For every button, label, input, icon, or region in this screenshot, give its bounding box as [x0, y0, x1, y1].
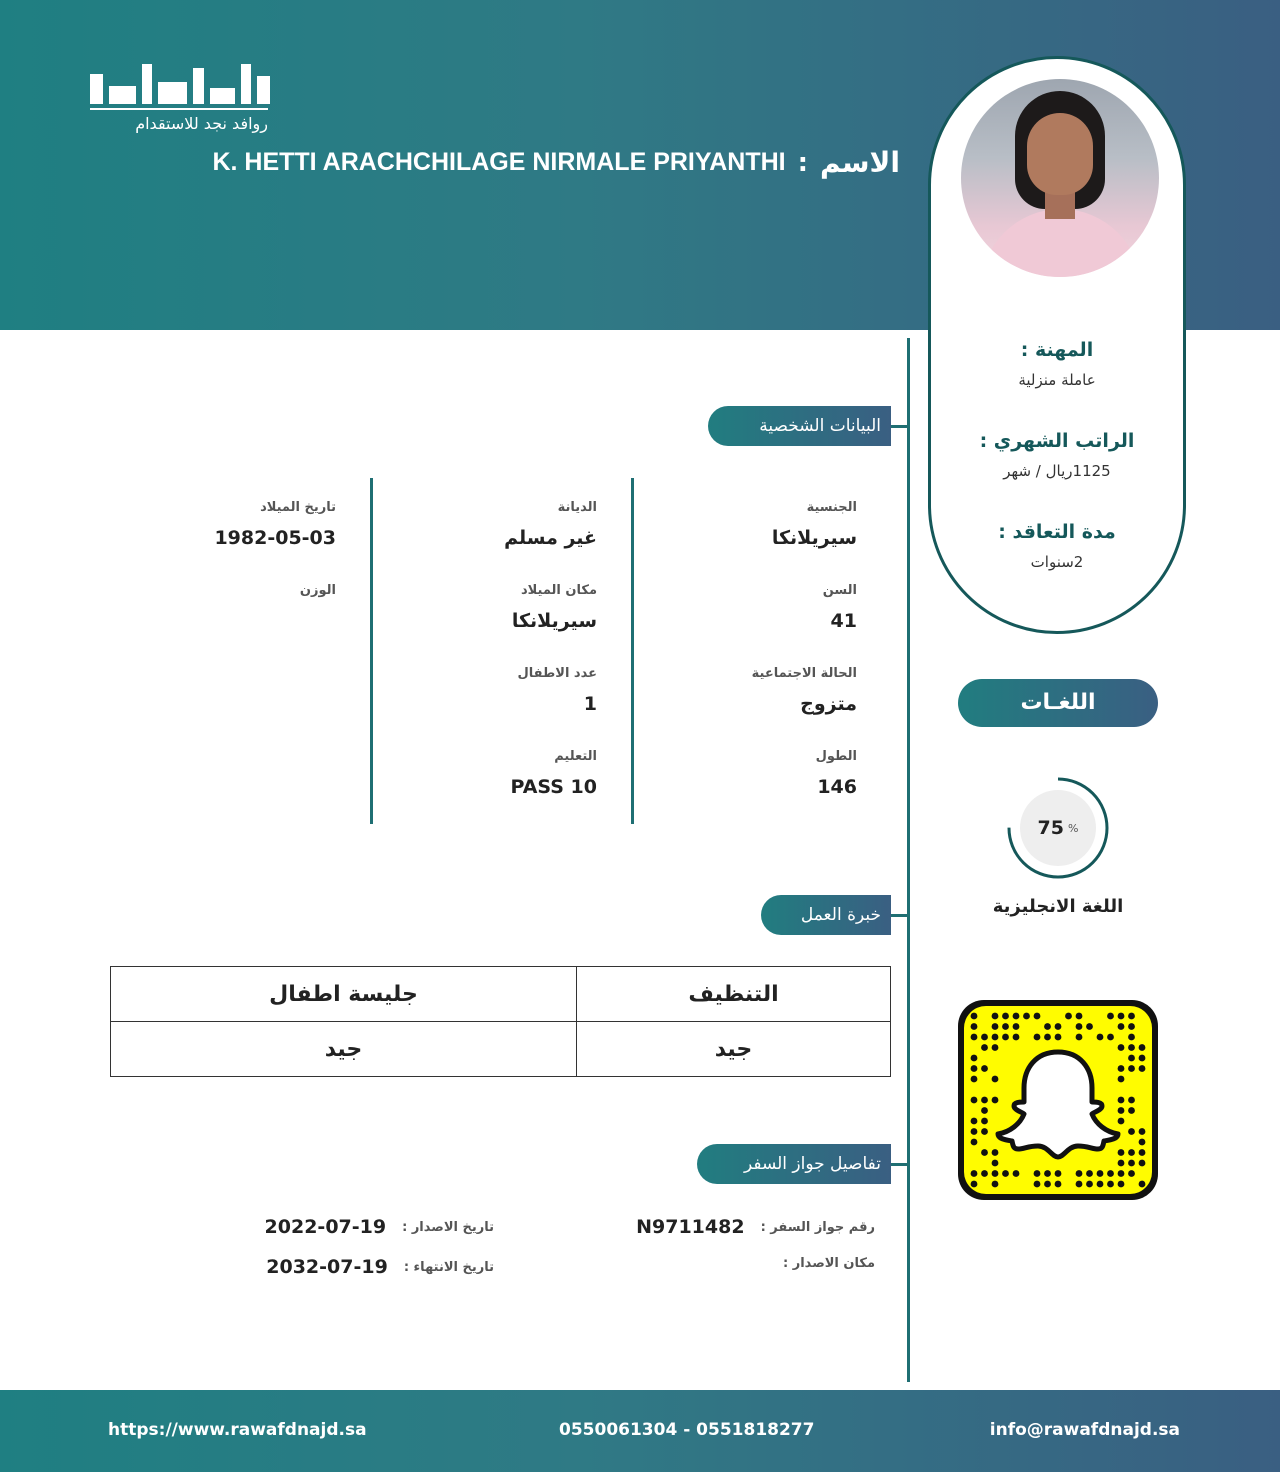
snap-dot	[981, 1097, 988, 1104]
snap-dot	[1055, 1023, 1062, 1030]
snap-dot	[1044, 1170, 1051, 1177]
profession-label: المهنة :	[1020, 339, 1094, 361]
snap-dot	[971, 1065, 978, 1072]
experience-table	[110, 966, 891, 1077]
snap-dot	[1128, 1128, 1135, 1135]
religion-label: الديانة	[557, 500, 597, 515]
section-personal: البيانات الشخصية	[708, 406, 891, 446]
snap-dot	[981, 1065, 988, 1072]
snap-dot	[1076, 1170, 1083, 1177]
field-religion	[504, 500, 597, 549]
snap-dot	[1044, 1034, 1051, 1041]
section-passport: تفاصيل جواز السفر	[697, 1144, 891, 1184]
worker-name-row	[212, 146, 900, 179]
logo-text: روافد نجد للاستقدام	[135, 114, 268, 133]
religion-value: غير مسلم	[504, 527, 597, 549]
snap-dot	[971, 1170, 978, 1177]
snap-dot	[1002, 1170, 1009, 1177]
snap-dot	[1128, 1023, 1135, 1030]
snap-dot	[971, 1128, 978, 1135]
snap-dot	[1128, 1034, 1135, 1041]
column-divider-1	[631, 478, 634, 824]
birthplace-value: سيريلانكا	[511, 610, 597, 632]
snap-dot	[1013, 1013, 1020, 1020]
age-value: 41	[830, 610, 857, 632]
snap-dot	[1076, 1023, 1083, 1030]
education-label: التعليم	[554, 749, 597, 764]
profession-block	[931, 339, 1183, 389]
snap-dot	[971, 1013, 978, 1020]
contract-value: 2سنوات	[1030, 553, 1084, 571]
footer	[0, 1390, 1280, 1472]
snap-dot	[1118, 1076, 1125, 1083]
snap-dot	[1086, 1023, 1093, 1030]
snap-dot	[1034, 1013, 1041, 1020]
table-row	[111, 967, 891, 1022]
height-value: 146	[817, 776, 857, 798]
section-experience: خبرة العمل	[761, 895, 891, 935]
snap-dot	[1118, 1170, 1125, 1177]
snap-dot	[1013, 1034, 1020, 1041]
language-name: اللغة الانجليزية	[992, 896, 1124, 917]
snap-dot	[1097, 1170, 1104, 1177]
snap-dot	[971, 1076, 978, 1083]
language-percent: 75	[1037, 817, 1064, 839]
issue-date-label: تاريخ الاصدار :	[402, 1219, 494, 1235]
snap-dot	[1118, 1107, 1125, 1114]
nationality-value: سيريلانكا	[771, 527, 857, 549]
profession-value: عاملة منزلية	[1018, 371, 1096, 389]
logo-divider	[90, 108, 268, 110]
skill-header-babysitting: جليسة اطفال	[111, 967, 577, 1022]
section-experience-tick	[891, 914, 907, 917]
snap-dot	[981, 1128, 988, 1135]
snap-dot	[1118, 1149, 1125, 1156]
snap-dot	[1023, 1013, 1030, 1020]
snap-dot	[971, 1139, 978, 1146]
age-label: السن	[822, 583, 857, 598]
footer-website-link[interactable]: https://www.rawafdnajd.sa	[108, 1420, 367, 1440]
snap-dot	[1076, 1181, 1083, 1188]
snap-dot	[1118, 1013, 1125, 1020]
snap-dot	[981, 1170, 988, 1177]
snap-dot	[1055, 1034, 1062, 1041]
snap-dot	[1013, 1023, 1020, 1030]
percent-sign: %	[1068, 821, 1079, 835]
snap-dot	[1044, 1181, 1051, 1188]
field-height	[816, 749, 857, 798]
snap-dot	[981, 1149, 988, 1156]
logo-mark-icon	[90, 60, 270, 104]
snap-dot	[1107, 1181, 1114, 1188]
gauge-center	[1020, 790, 1096, 866]
expiry-date-label: تاريخ الانتهاء :	[403, 1259, 494, 1275]
contract-label: مدة التعاقد :	[998, 521, 1116, 543]
snap-dot	[1086, 1181, 1093, 1188]
snapcode-face	[964, 1006, 1152, 1194]
snap-dot	[1107, 1013, 1114, 1020]
snap-dot	[1034, 1034, 1041, 1041]
snap-dot	[1118, 1023, 1125, 1030]
snap-dot	[1128, 1107, 1135, 1114]
passport-number-label: رقم جواز السفر :	[760, 1219, 875, 1235]
snap-dot	[1034, 1170, 1041, 1177]
name-label: الاسم	[820, 146, 900, 179]
snap-dot	[1118, 1181, 1125, 1188]
field-birthplace	[512, 583, 597, 632]
snap-dot	[981, 1044, 988, 1051]
snap-dot	[1076, 1013, 1083, 1020]
snap-dot	[1107, 1034, 1114, 1041]
issue-place-row	[783, 1256, 875, 1271]
snap-dot	[992, 1013, 999, 1020]
snap-dot	[1128, 1044, 1135, 1051]
field-marital	[752, 666, 857, 715]
snap-dot	[1139, 1044, 1146, 1051]
snap-dot	[1118, 1118, 1125, 1125]
snap-dot	[1055, 1181, 1062, 1188]
snap-dot	[992, 1076, 999, 1083]
skill-value-cleaning: جيد	[577, 1022, 891, 1077]
snap-dot	[1076, 1034, 1083, 1041]
snap-dot	[1002, 1034, 1009, 1041]
snap-dot	[1128, 1055, 1135, 1062]
weight-label: الوزن	[299, 583, 336, 598]
salary-value: 1125ريال / شهر	[1003, 462, 1111, 480]
snap-dot	[1139, 1055, 1146, 1062]
language-gauge	[1006, 776, 1110, 880]
marital-label: الحالة الاجتماعية	[751, 666, 857, 681]
section-passport-tick	[891, 1163, 907, 1166]
snap-dot	[981, 1107, 988, 1114]
timeline-line	[907, 338, 910, 1382]
table-row	[111, 1022, 891, 1077]
height-label: الطول	[815, 749, 857, 764]
footer-email-link[interactable]: info@rawafdnajd.sa	[989, 1420, 1180, 1440]
field-weight	[300, 583, 336, 598]
field-education	[511, 749, 597, 798]
snap-dot	[1055, 1170, 1062, 1177]
contract-block	[931, 521, 1183, 571]
snap-dot	[971, 1097, 978, 1104]
issue-date-value: 2022-07-19	[264, 1216, 387, 1238]
snap-dot	[1139, 1149, 1146, 1156]
birthplace-label: مكان الميلاد	[520, 583, 597, 598]
snap-dot	[992, 1170, 999, 1177]
snap-dot	[1128, 1097, 1135, 1104]
snap-dot	[1139, 1139, 1146, 1146]
snap-dot	[971, 1181, 978, 1188]
company-logo	[90, 60, 270, 133]
snap-dot	[1034, 1181, 1041, 1188]
snap-dot	[1139, 1128, 1146, 1135]
snap-dot	[992, 1034, 999, 1041]
expiry-date-row	[266, 1256, 494, 1278]
children-value: 1	[583, 693, 597, 715]
expiry-date-value: 2032-07-19	[266, 1256, 388, 1278]
passport-number-value: N9711482	[636, 1216, 745, 1238]
snap-dot	[992, 1181, 999, 1188]
salary-label: الراتب الشهري :	[979, 430, 1135, 452]
snap-dot	[981, 1034, 988, 1041]
snap-dot	[992, 1023, 999, 1030]
snap-dot	[1002, 1013, 1009, 1020]
snap-dot	[971, 1055, 978, 1062]
snapcode[interactable]	[958, 1000, 1158, 1200]
snap-dot	[1118, 1160, 1125, 1167]
children-label: عدد الاطفال	[517, 666, 597, 681]
section-personal-tick	[891, 425, 907, 428]
snap-ghost-icon	[964, 1006, 1152, 1194]
snap-dot	[1002, 1023, 1009, 1030]
issue-date-row	[265, 1216, 494, 1238]
passport-number-row	[636, 1216, 875, 1238]
skill-header-cleaning: التنظيف	[577, 967, 891, 1022]
education-value: PASS 10	[510, 776, 597, 798]
profile-card	[928, 56, 1186, 634]
field-birthdate	[214, 500, 336, 549]
snap-dot	[1128, 1149, 1135, 1156]
snap-dot	[1086, 1170, 1093, 1177]
snap-dot	[1139, 1160, 1146, 1167]
salary-block	[931, 430, 1183, 480]
snap-dot	[971, 1118, 978, 1125]
birthdate-label: تاريخ الميلاد	[260, 500, 336, 515]
snap-dot	[1139, 1181, 1146, 1188]
snap-dot	[1128, 1065, 1135, 1072]
name-colon: :	[797, 147, 809, 178]
skill-value-babysitting: جيد	[111, 1022, 577, 1077]
worker-name: K. HETTI ARACHCHILAGE NIRMALE PRIYANTHI	[212, 148, 786, 176]
field-children	[518, 666, 598, 715]
snap-dot	[1118, 1044, 1125, 1051]
snap-dot	[1128, 1170, 1135, 1177]
snap-dot	[1128, 1160, 1135, 1167]
snap-dot	[1065, 1013, 1072, 1020]
snap-dot	[1107, 1170, 1114, 1177]
birthdate-value: 1982-05-03	[214, 527, 336, 549]
snap-dot	[1118, 1065, 1125, 1072]
snap-dot	[992, 1044, 999, 1051]
snap-dot	[1013, 1170, 1020, 1177]
snap-dot	[1097, 1034, 1104, 1041]
field-nationality	[772, 500, 857, 549]
marital-value: متزوج	[800, 693, 857, 715]
field-age	[823, 583, 857, 632]
nationality-label: الجنسية	[806, 500, 857, 515]
snap-dot	[971, 1023, 978, 1030]
issue-place-label: مكان الاصدار :	[783, 1256, 875, 1271]
snap-dot	[981, 1118, 988, 1125]
snap-dot	[971, 1034, 978, 1041]
snap-dot	[992, 1160, 999, 1167]
languages-title: اللغـات	[958, 679, 1158, 727]
snap-dot	[992, 1149, 999, 1156]
column-divider-2	[370, 478, 373, 824]
snap-dot	[1044, 1023, 1051, 1030]
snap-dot	[1139, 1065, 1146, 1072]
snap-dot	[1128, 1013, 1135, 1020]
snap-dot	[1097, 1181, 1104, 1188]
worker-photo	[961, 79, 1159, 277]
snap-dot	[992, 1097, 999, 1104]
footer-phones[interactable]: 0550061304 - 0551818277	[559, 1420, 815, 1440]
snap-dot	[1118, 1097, 1125, 1104]
